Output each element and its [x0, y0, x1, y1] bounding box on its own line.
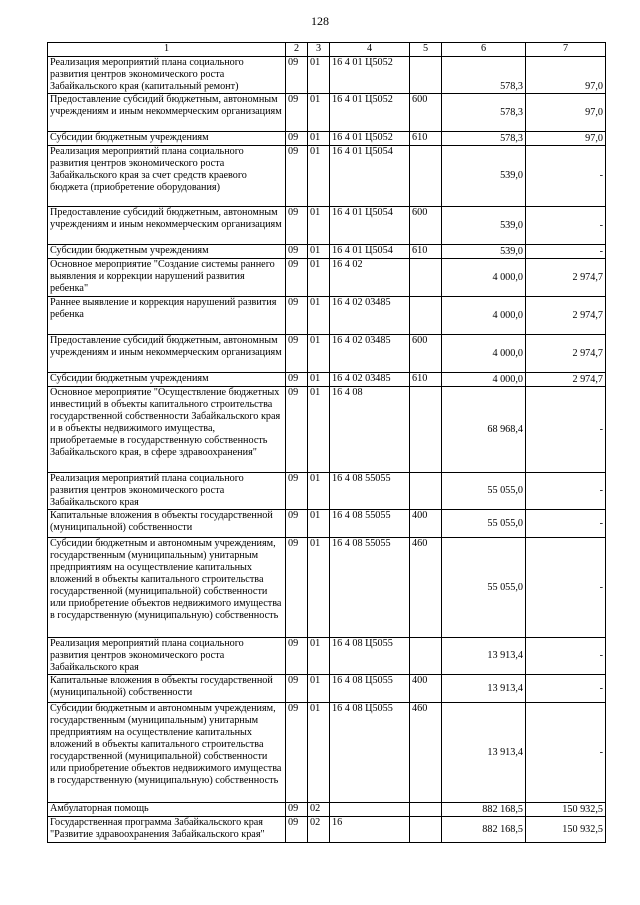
- row-amount-col6: 68 968,4: [442, 387, 526, 473]
- row-expense-type: 600: [410, 207, 442, 245]
- table-row: [48, 245, 606, 259]
- row-section: 09: [286, 703, 308, 803]
- row-subsection: 01: [308, 132, 330, 146]
- row-target-article: 16 4 08 55055: [330, 538, 410, 638]
- row-section: 09: [286, 473, 308, 510]
- row-amount-col6: 882 168,5: [442, 803, 526, 817]
- table-row: [48, 675, 606, 703]
- row-subsection: 01: [308, 510, 330, 538]
- row-subsection: 01: [308, 146, 330, 207]
- row-amount-col7: 97,0: [526, 94, 606, 132]
- row-section: 09: [286, 94, 308, 132]
- row-target-article: 16 4 08 Ц5055: [330, 703, 410, 803]
- row-amount-col7: 2 974,7: [526, 297, 606, 335]
- budget-table: [47, 42, 606, 843]
- row-expense-type: [410, 297, 442, 335]
- row-section: 09: [286, 538, 308, 638]
- row-subsection: 01: [308, 538, 330, 638]
- row-section: 09: [286, 817, 308, 843]
- row-subsection: 01: [308, 57, 330, 94]
- row-amount-col7: -: [526, 510, 606, 538]
- row-amount-col7: -: [526, 146, 606, 207]
- row-amount-col7: 97,0: [526, 132, 606, 146]
- row-amount-col6: 13 913,4: [442, 675, 526, 703]
- row-subsection: 01: [308, 297, 330, 335]
- row-expense-type: [410, 259, 442, 297]
- row-name: Раннее выявление и коррекция нарушений развития ребенка: [48, 297, 286, 335]
- row-amount-col6: 578,3: [442, 57, 526, 94]
- row-amount-col6: 13 913,4: [442, 703, 526, 803]
- table-row: [48, 57, 606, 94]
- row-expense-type: 610: [410, 373, 442, 387]
- row-target-article: 16 4 01 Ц5054: [330, 146, 410, 207]
- table-row: [48, 207, 606, 245]
- row-target-article: 16 4 01 Ц5054: [330, 207, 410, 245]
- row-subsection: 01: [308, 94, 330, 132]
- row-amount-col6: 539,0: [442, 245, 526, 259]
- row-amount-col7: -: [526, 638, 606, 675]
- row-subsection: 01: [308, 207, 330, 245]
- row-expense-type: [410, 473, 442, 510]
- row-amount-col6: 578,3: [442, 132, 526, 146]
- row-name: Субсидии бюджетным и автономным учреждениям, государственным (муниципальным) унитарным предприятиям на осуществление капитальных вложений в объекты капитального строительства государственной (муниципальной) собственности или приобретение объектов недвижимого имущества в государственную (муниципальную) собственность: [48, 538, 286, 638]
- row-expense-type: 400: [410, 510, 442, 538]
- column-header-6: 6: [442, 43, 526, 57]
- row-subsection: 02: [308, 817, 330, 843]
- row-subsection: 01: [308, 638, 330, 675]
- row-amount-col7: 2 974,7: [526, 335, 606, 373]
- table-row: [48, 94, 606, 132]
- row-name: Основное мероприятие "Осуществление бюджетных инвестиций в объекты капитального строительства государственной собственности Забайкальского края и в объекты недвижимого имущества, приобретаемые в государственную собственность Забайкальского края, в сфере здравоохранения": [48, 387, 286, 473]
- row-section: 09: [286, 207, 308, 245]
- row-amount-col7: 97,0: [526, 57, 606, 94]
- row-section: 09: [286, 297, 308, 335]
- row-amount-col6: 13 913,4: [442, 638, 526, 675]
- row-target-article: 16 4 01 Ц5052: [330, 132, 410, 146]
- row-amount-col7: 150 932,5: [526, 803, 606, 817]
- row-target-article: 16 4 08 Ц5055: [330, 638, 410, 675]
- table-row: [48, 510, 606, 538]
- row-name: Предоставление субсидий бюджетным, автономным учреждениям и иным некоммерческим организациям: [48, 207, 286, 245]
- row-amount-col6: 539,0: [442, 207, 526, 245]
- row-amount-col6: 4 000,0: [442, 297, 526, 335]
- row-amount-col7: -: [526, 207, 606, 245]
- table-row: [48, 373, 606, 387]
- row-name: Амбулаторная помощь: [48, 803, 286, 817]
- row-expense-type: [410, 57, 442, 94]
- row-subsection: 01: [308, 703, 330, 803]
- row-name: Реализация мероприятий плана социального развития центров экономического роста Забайкальского края: [48, 638, 286, 675]
- row-subsection: 02: [308, 803, 330, 817]
- row-name: Предоставление субсидий бюджетным, автономным учреждениям и иным некоммерческим организациям: [48, 94, 286, 132]
- row-name: Капитальные вложения в объекты государственной (муниципальной) собственности: [48, 675, 286, 703]
- row-amount-col7: -: [526, 387, 606, 473]
- row-section: 09: [286, 132, 308, 146]
- row-section: 09: [286, 57, 308, 94]
- row-amount-col6: 4 000,0: [442, 335, 526, 373]
- row-subsection: 01: [308, 335, 330, 373]
- table-row: [48, 817, 606, 843]
- row-target-article: 16: [330, 817, 410, 843]
- row-target-article: 16 4 01 Ц5054: [330, 245, 410, 259]
- row-amount-col7: 2 974,7: [526, 373, 606, 387]
- table-row: [48, 297, 606, 335]
- table-row: [48, 538, 606, 638]
- column-header-4: 4: [330, 43, 410, 57]
- column-header-7: 7: [526, 43, 606, 57]
- row-name: Основное мероприятие "Создание системы раннего выявления и коррекции нарушений развития ребенка": [48, 259, 286, 297]
- row-amount-col6: 55 055,0: [442, 538, 526, 638]
- row-section: 09: [286, 803, 308, 817]
- table-row: [48, 703, 606, 803]
- row-amount-col6: 55 055,0: [442, 473, 526, 510]
- row-target-article: 16 4 01 Ц5052: [330, 94, 410, 132]
- row-section: 09: [286, 638, 308, 675]
- row-expense-type: [410, 803, 442, 817]
- row-amount-col7: -: [526, 473, 606, 510]
- column-header-1: 1: [48, 43, 286, 57]
- row-name: Субсидии бюджетным учреждениям: [48, 373, 286, 387]
- table-row: [48, 132, 606, 146]
- row-target-article: 16 4 08 Ц5055: [330, 675, 410, 703]
- row-subsection: 01: [308, 473, 330, 510]
- row-section: 09: [286, 675, 308, 703]
- row-amount-col7: -: [526, 675, 606, 703]
- row-subsection: 01: [308, 675, 330, 703]
- row-subsection: 01: [308, 245, 330, 259]
- row-target-article: 16 4 02 03485: [330, 335, 410, 373]
- row-target-article: 16 4 02 03485: [330, 297, 410, 335]
- row-section: 09: [286, 245, 308, 259]
- column-header-5: 5: [410, 43, 442, 57]
- row-expense-type: [410, 146, 442, 207]
- row-expense-type: [410, 817, 442, 843]
- row-expense-type: [410, 387, 442, 473]
- row-section: 09: [286, 387, 308, 473]
- row-expense-type: 460: [410, 703, 442, 803]
- row-name: Реализация мероприятий плана социального развития центров экономического роста Забайкальского края (капитальный ремонт): [48, 57, 286, 94]
- table-row: [48, 473, 606, 510]
- row-amount-col7: -: [526, 245, 606, 259]
- row-section: 09: [286, 373, 308, 387]
- row-section: 09: [286, 259, 308, 297]
- row-amount-col6: 55 055,0: [442, 510, 526, 538]
- table-header-row: [48, 43, 606, 57]
- row-name: Реализация мероприятий плана социального развития центров экономического роста Забайкальского края за счет средств краевого бюджета (приобретение оборудования): [48, 146, 286, 207]
- table-row: [48, 146, 606, 207]
- column-header-3: 3: [308, 43, 330, 57]
- row-target-article: 16 4 02: [330, 259, 410, 297]
- row-amount-col7: -: [526, 703, 606, 803]
- column-header-2: 2: [286, 43, 308, 57]
- row-amount-col7: -: [526, 538, 606, 638]
- row-target-article: 16 4 01 Ц5052: [330, 57, 410, 94]
- row-name: Капитальные вложения в объекты государственной (муниципальной) собственности: [48, 510, 286, 538]
- row-subsection: 01: [308, 387, 330, 473]
- row-amount-col6: 882 168,5: [442, 817, 526, 843]
- row-name: Субсидии бюджетным учреждениям: [48, 132, 286, 146]
- row-expense-type: 610: [410, 132, 442, 146]
- row-subsection: 01: [308, 373, 330, 387]
- row-amount-col7: 2 974,7: [526, 259, 606, 297]
- row-expense-type: 400: [410, 675, 442, 703]
- row-target-article: [330, 803, 410, 817]
- table-row: [48, 259, 606, 297]
- row-expense-type: 610: [410, 245, 442, 259]
- row-target-article: 16 4 08: [330, 387, 410, 473]
- row-expense-type: 600: [410, 94, 442, 132]
- page-number: 128: [311, 14, 329, 28]
- row-amount-col6: 4 000,0: [442, 259, 526, 297]
- row-amount-col7: 150 932,5: [526, 817, 606, 843]
- table-row: [48, 638, 606, 675]
- row-amount-col6: 4 000,0: [442, 373, 526, 387]
- row-target-article: 16 4 08 55055: [330, 510, 410, 538]
- row-expense-type: 600: [410, 335, 442, 373]
- row-section: 09: [286, 146, 308, 207]
- table-row: [48, 387, 606, 473]
- row-name: Субсидии бюджетным и автономным учреждениям, государственным (муниципальным) унитарным предприятиям на осуществление капитальных вложений в объекты капитального строительства государственной (муниципальной) собственности или приобретение объектов недвижимого имущества в государственную (муниципальную) собственность: [48, 703, 286, 803]
- row-target-article: 16 4 08 55055: [330, 473, 410, 510]
- row-expense-type: [410, 638, 442, 675]
- row-target-article: 16 4 02 03485: [330, 373, 410, 387]
- row-name: Предоставление субсидий бюджетным, автономным учреждениям и иным некоммерческим организациям: [48, 335, 286, 373]
- row-name: Реализация мероприятий плана социального развития центров экономического роста Забайкальского края: [48, 473, 286, 510]
- table-row: [48, 335, 606, 373]
- row-expense-type: 460: [410, 538, 442, 638]
- row-section: 09: [286, 335, 308, 373]
- row-amount-col6: 578,3: [442, 94, 526, 132]
- row-name: Государственная программа Забайкальского края "Развитие здравоохранения Забайкальского края": [48, 817, 286, 843]
- table-row: [48, 803, 606, 817]
- row-amount-col6: 539,0: [442, 146, 526, 207]
- row-section: 09: [286, 510, 308, 538]
- row-subsection: 01: [308, 259, 330, 297]
- row-name: Субсидии бюджетным учреждениям: [48, 245, 286, 259]
